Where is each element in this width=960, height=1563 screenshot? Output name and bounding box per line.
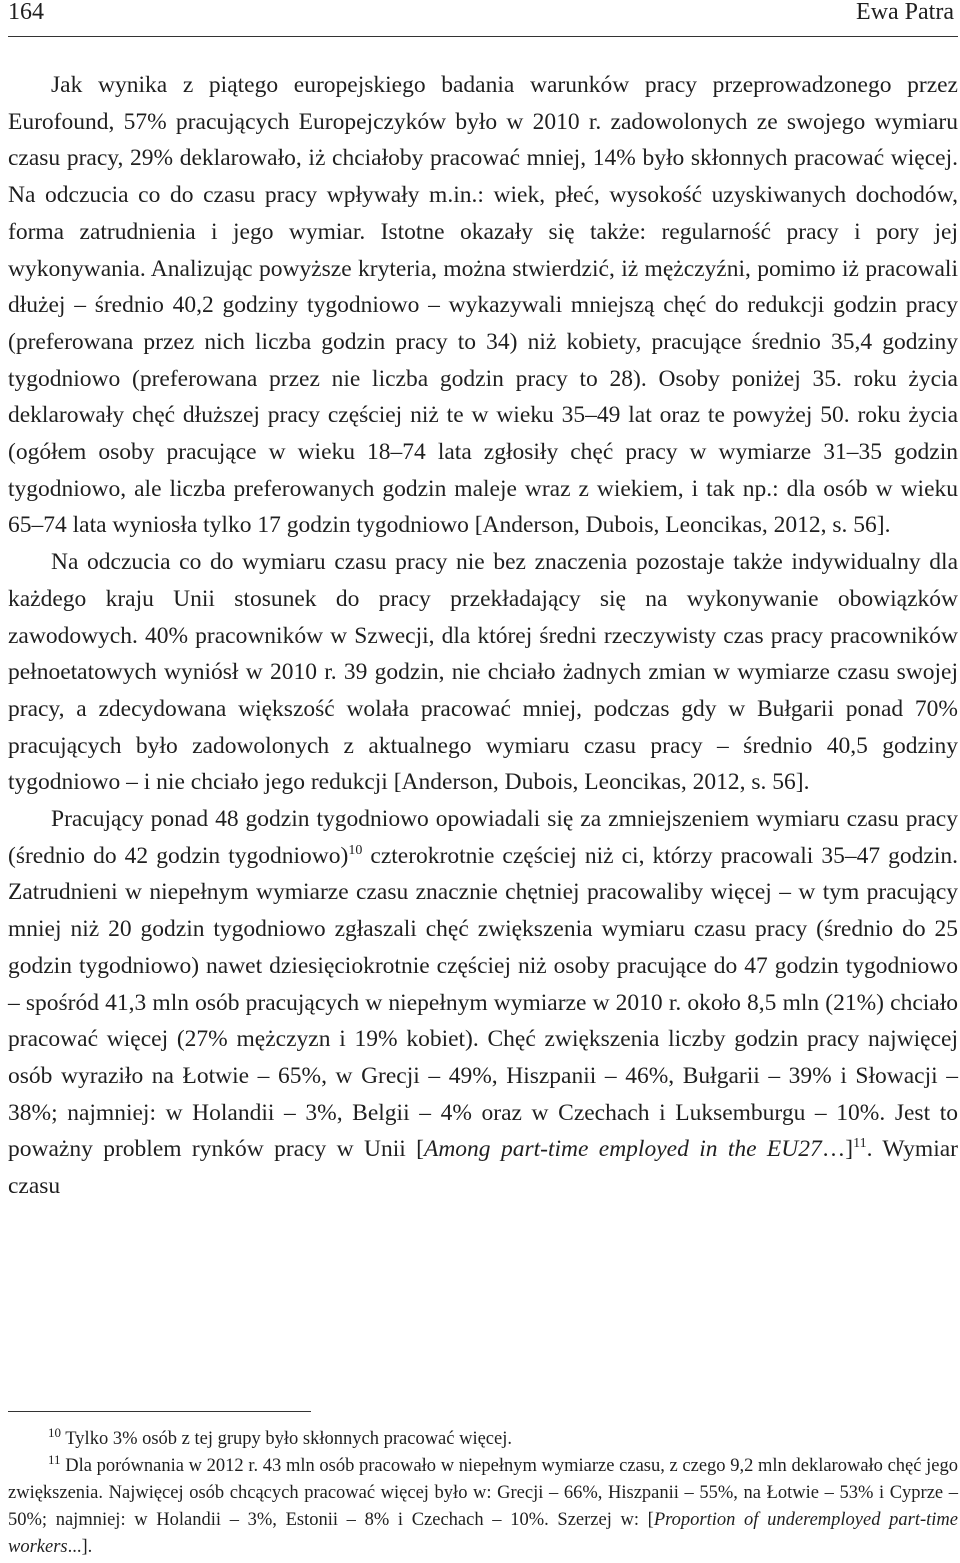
paragraph-1: Jak wynika z piątego europejskiego badania warunków pracy przeprowadzonego przez Eurofound, 57% pracujących Europejczyków było w 2010 r. zadowolonych ze swojego wymiaru czasu pracy, 29% deklarowało, iż chciałoby pracować mniej, 14% było skłonnych pracować więcej. Na odczucia co do czasu pracy wpływały m.in.: wiek, płeć, wysokość uzyskiwanych dochodów, forma zatrudnienia i jego wymiar. Istotne okazały się także: regularność pracy i pory jej wykonywania. Analizując powyższe kryteria, można stwierdzić, iż mężczyźni, pomimo iż pracowali dłużej – średnio 40,2 godziny tygodniowo – wykazywali mniejszą chęć do redukcji godzin pracy (preferowana przez nich liczba godzin pracy to 34) niż kobiety, pracujące średnio 35,4 godziny tygodniowo (preferowana przez nie liczba godzin pracy to 28). Osoby poniżej 35. roku życia deklarowały chęć dłuższej pracy częściej niż te w wieku 35–49 lat oraz te powyżej 50. roku życia (ogółem osoby pracujące w wieku 18–74 lata zgłosiły chęć pracy w wymiarze 31–35 godzin tygodniowo, ale liczba preferowanych godzin maleje wraz z wiekiem, i tak np.: dla osób w wieku 65–74 lata wyniosła tylko 17 godzin tygodniowo [Anderson, Dubois, Leoncikas, 2012, s. 56]. [8,72,958,539]
running-author: Ewa Patra [856,0,954,25]
footnote-11 [8,1453,958,1561]
footnote-text-a: Dla porównania w 2012 r. 43 mln osób pracowało w niepełnym wymiarze czasu, z czego 9,2 mln deklarowało chęć jego zwiększenia. Najwięcej osób chcących pracować więcej było w: Grecji – 66%, Hiszpanii – 55%, na Łotwie – 53% i Cyprze – 50%; najmniej: w Holandii – 3%, Estonii – 8% i Czechach – 10%. Szerzej w: [ [8,1456,958,1530]
paragraph-3-part-b: czterokrotnie częściej niż ci, którzy pracowali 35–47 godzin. Zatrudnieni w niepełnym wymiarze czasu znacznie chętniej pracowaliby więcej – w tym pracujący mniej niż 20 godzin tygodniowo zgłaszali chęć zwiększenia wymiaru czasu pracy (średnio do 25 godzin tygodniowo) nawet dziesięciokrotnie częściej niż osoby pracujące do 47 godzin tygodniowo – spośród 41,3 mln osób pracujących w niepełnym wymiarze w 2010 r. około 8,5 mln (21%) chciało pracować więcej (27% mężczyzn i 19% kobiet). Chęć zwiększenia liczby godzin pracy najwięcej osób wyraziło na Łotwie – 65%, w Grecji – 49%, Hiszpanii – 46%, Bułgarii – 39% i Słowacji – 38%; najmniej: w Holandii – 3%, Belgii – 4% oraz w Czechach i Luksemburgu – 10%. Jest to poważny problem rynków pracy w Unii [ [8,842,958,1163]
paragraph-3-part-c: …] [821,1136,854,1163]
header-divider [8,36,958,37]
footnote-number: 11 [48,1451,61,1467]
page-header [8,0,954,30]
footnotes [8,1426,958,1561]
paragraph-3-part-a: Pracujący ponad 48 godzin tygodniowo opowiadali się za zmniejszeniem wymiaru czasu pracy (średnio do 42 godzin tygodniowo) [8,806,958,869]
footnote-divider [8,1411,311,1412]
footnote-ref-10: 10 [348,842,363,858]
footnote-text-b: ...]. [67,1537,93,1557]
paragraph-3-part-d: . Wymiar czasu [8,1136,958,1200]
footnote-number: 10 [48,1424,61,1440]
page-number: 164 [8,0,44,25]
main-text [8,67,958,1205]
paragraph-3 [8,801,958,1205]
cited-title: Among part-time employed in the EU27 [423,1136,822,1163]
footnote-text: Tylko 3% osób z tej grupy było skłonnych pracować więcej. [65,1429,512,1449]
footnote-cited-title: Proportion of underemployed part-time workers [8,1510,958,1557]
footnote-10 [8,1426,958,1453]
footnote-ref-11: 11 [853,1136,867,1152]
paragraph-2: Na odczucia co do wymiaru czasu pracy nie bez znaczenia pozostaje także indywidualny dla każdego kraju Unii stosunek do pracy przekładający się na wykonywanie obowiązków zawodowych. 40% pracowników w Szwecji, dla której średni rzeczywisty czas pracy pracowników pełnoetatowych wyniósł w 2010 r. 39 godzin, nie chciało żadnych zmian w wymiarze czasu swojej pracy, a zdecydowana większość wolała pracować mniej, podczas gdy w Bułgarii ponad 70% pracujących było zadowolonych z aktualnego wymiaru czasu pracy – średnio 40,5 godziny tygodniowo – i nie chciało jego redukcji [Anderson, Dubois, Leoncikas, 2012, s. 56]. [8,549,958,796]
